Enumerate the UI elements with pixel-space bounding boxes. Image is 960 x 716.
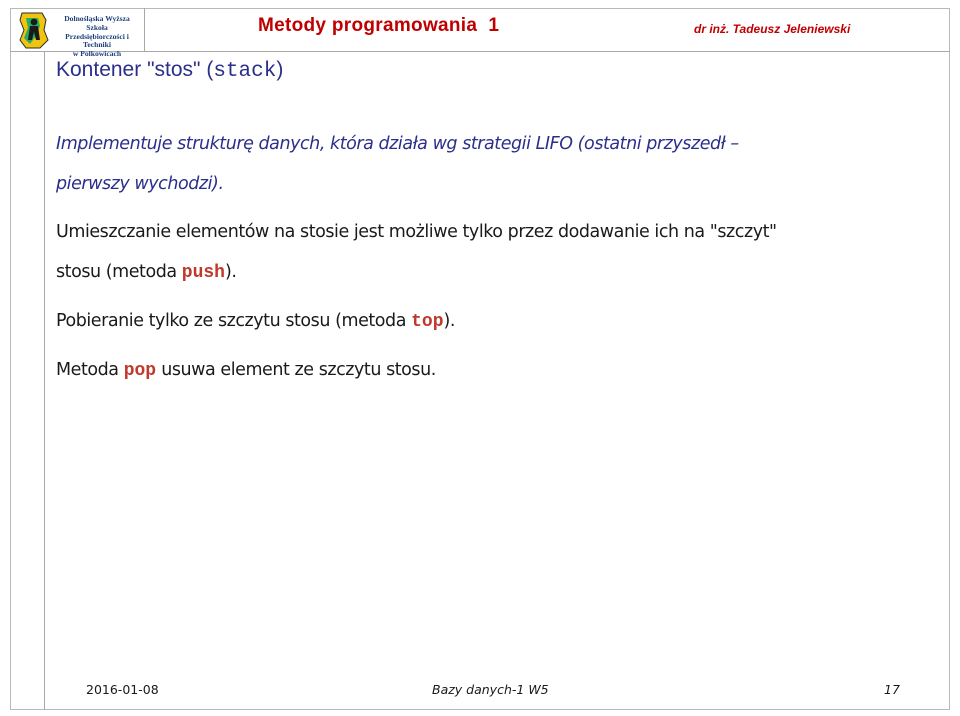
course-title: Metody programowania 1 [258,15,500,36]
slide-title-end: ) [276,58,284,81]
slide-title-code: stack [213,60,277,83]
logo-line: Dolnośląska Wyższa Szkoła [64,14,130,32]
slide-footer [44,682,950,702]
university-logo-icon [16,10,52,50]
footer-course: Bazy danych-1 W5 [432,682,549,697]
push-end: ). [224,262,237,282]
paragraph-lifo-line2: pierwszy wychodzi). [56,174,224,194]
push-code: push [181,263,225,283]
paragraph-push-line2 [56,252,936,293]
footer-page-number: 17 [884,682,900,697]
university-name [54,15,140,59]
pop-code: pop [123,361,157,381]
push-text: stosu (metoda [56,262,182,282]
pop-text: Metoda [56,360,124,380]
slide-title [56,58,283,83]
university-logo [10,8,145,59]
top-text: Pobieranie tylko ze szczytu stosu (metoda [56,311,412,331]
paragraph-push-line1: Umieszczanie elementów na stosie jest możliwe tylko przez dodawanie ich na "szczyt" [56,222,777,242]
top-code: top [411,312,444,332]
paragraph-top [56,301,936,342]
slide-body [56,124,936,391]
footer-date: 2016-01-08 [86,682,159,697]
slide-header [10,8,950,59]
logo-line: Przedsiębiorczości i Techniki [65,31,129,50]
logo-line: w Polkowicach [72,49,122,59]
paragraph-lifo-line1: Implementuje strukturę danych, która działa wg strategii LIFO (ostatni przyszedł – [56,134,739,154]
pop-end: usuwa element ze szczytu stosu. [156,360,436,380]
slide-title-text: Kontener "stos" ( [56,58,214,81]
left-margin-rule [44,52,45,710]
paragraph-pop [56,350,936,391]
author-name: dr inż. Tadeusz Jeleniewski [694,22,851,36]
top-end: ). [443,311,456,331]
